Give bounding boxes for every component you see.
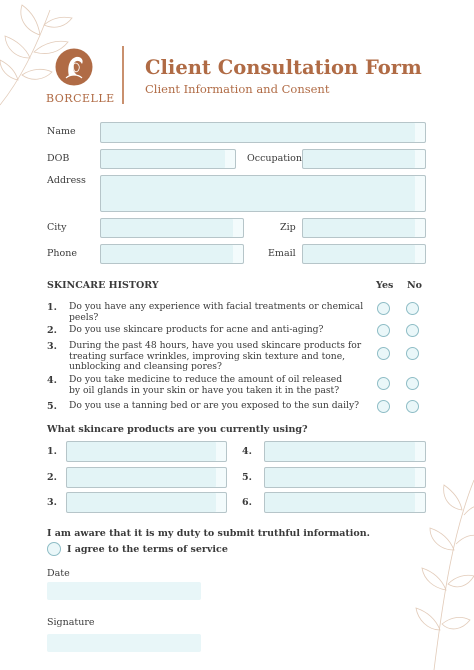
consent-statement: I am aware that it is my duty to submit truthful information.: [47, 528, 370, 539]
signature-label: Signature: [47, 617, 95, 628]
name-field[interactable]: [100, 122, 426, 143]
skincare-history-heading: SKINCARE HISTORY: [47, 280, 159, 291]
product-number: 2.: [47, 472, 57, 483]
form-title: Client Consultation Form: [145, 56, 422, 79]
product-5-field[interactable]: [264, 467, 426, 488]
zip-field[interactable]: [302, 218, 426, 238]
question-number: 2.: [47, 325, 57, 336]
yes-column-header: Yes: [376, 280, 394, 291]
q5-yes-radio[interactable]: [377, 400, 390, 413]
product-4-field[interactable]: [264, 441, 426, 462]
date-field[interactable]: [47, 582, 201, 600]
agree-terms-radio[interactable]: [47, 542, 61, 556]
phone-field[interactable]: [100, 244, 244, 264]
product-number: 1.: [47, 446, 57, 457]
product-number: 6.: [242, 497, 252, 508]
question-text: During the past 48 hours, have you used skincare products for treating surface wrinkles, improving skin texture and tone, unblocking and cleansing pores?: [69, 340, 362, 372]
q3-yes-radio[interactable]: [377, 347, 390, 360]
occupation-label: Occupation: [247, 153, 302, 164]
products-heading: What skincare products are you currently using?: [47, 424, 308, 435]
q4-yes-radio[interactable]: [377, 377, 390, 390]
dob-label: DOB: [47, 153, 70, 164]
product-number: 4.: [242, 446, 252, 457]
product-1-field[interactable]: [66, 441, 227, 462]
q5-no-radio[interactable]: [406, 400, 419, 413]
dob-field[interactable]: [100, 149, 236, 169]
date-label: Date: [47, 568, 70, 579]
question-text: Do you use a tanning bed or are you exposed to the sun daily?: [69, 400, 360, 411]
product-number: 5.: [242, 472, 252, 483]
q2-yes-radio[interactable]: [377, 324, 390, 337]
email-label: Email: [268, 248, 296, 259]
question-number: 4.: [47, 375, 57, 386]
signature-field[interactable]: [47, 634, 201, 652]
q1-no-radio[interactable]: [406, 302, 419, 315]
question-text: Do you use skincare products for acne and anti-aging?: [69, 324, 324, 335]
question-number: 1.: [47, 302, 57, 313]
occupation-field[interactable]: [302, 149, 426, 169]
form-subtitle: Client Information and Consent: [145, 82, 330, 96]
brand-logo-icon: [55, 48, 93, 86]
question-text: Do you have any experience with facial treatments or chemical peels?: [69, 301, 364, 323]
question-number: 5.: [47, 401, 57, 412]
name-label: Name: [47, 126, 76, 137]
product-2-field[interactable]: [66, 467, 227, 488]
product-number: 3.: [47, 497, 57, 508]
brand-name: BORCELLE: [46, 92, 115, 105]
agree-terms-label: I agree to the terms of service: [67, 544, 228, 555]
zip-label: Zip: [280, 222, 296, 233]
question-number: 3.: [47, 341, 57, 352]
no-column-header: No: [407, 280, 423, 291]
email-field[interactable]: [302, 244, 426, 264]
question-text: Do you take medicine to reduce the amount of oil released by oil glands in your skin or have you taken it in the past?: [69, 374, 343, 396]
phone-label: Phone: [47, 248, 77, 259]
q3-no-radio[interactable]: [406, 347, 419, 360]
product-3-field[interactable]: [66, 492, 227, 513]
q1-yes-radio[interactable]: [377, 302, 390, 315]
city-label: City: [47, 222, 67, 233]
header-divider: [122, 46, 124, 104]
address-label: Address: [47, 175, 86, 186]
q4-no-radio[interactable]: [406, 377, 419, 390]
q2-no-radio[interactable]: [406, 324, 419, 337]
city-field[interactable]: [100, 218, 244, 238]
address-field[interactable]: [100, 175, 426, 212]
product-6-field[interactable]: [264, 492, 426, 513]
